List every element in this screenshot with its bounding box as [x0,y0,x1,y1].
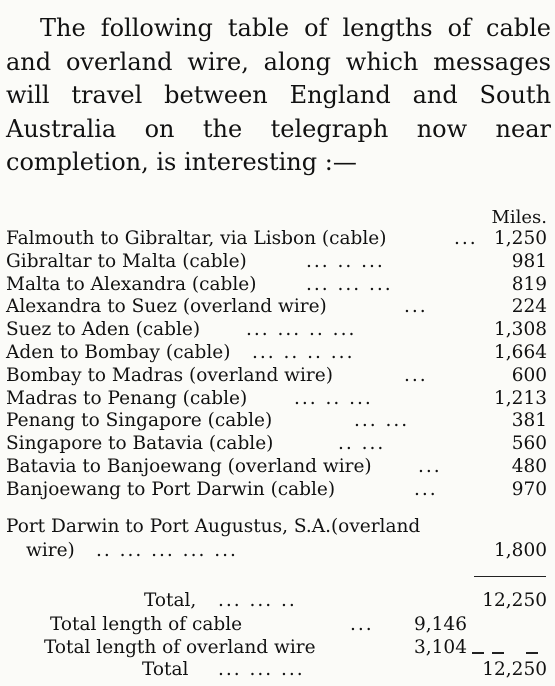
row-leader-dots: .. ... ... ... ... [96,540,238,561]
row-value: 981 [511,250,547,272]
intro-text: The following table of lengths of cable and overland wire, along which messages will travel between England and South Australia on the telegraph now near completion, is interesting :— [6,14,551,176]
row-label: Penang to Singapore (cable) [6,410,273,432]
table-row [6,479,551,501]
row-label: Singapore to Batavia (cable) [6,433,274,455]
row-leader-dots: ... ... [354,410,410,432]
row-leader-dots: ... [414,478,438,500]
row-leader-dots: ... [454,228,478,249]
table-row [6,296,551,318]
grand-total-dots: ... ... ... [218,659,305,680]
row-leader-dots: ... [404,296,428,318]
row-leader-dots: ... .. ... [294,387,373,409]
row-value: 600 [511,364,547,386]
table-row [6,388,551,410]
row-label: Port Darwin to Port Augustus, S.A.(overland [6,516,421,537]
row-label: Batavia to Banjoewang (overland wire) [6,456,372,477]
row-label: Banjoewang to Port Darwin (cable) [6,478,336,500]
row-leader-dots: ... ... .. ... [246,319,357,341]
row-value: 1,308 [494,319,547,341]
row-leader-dots: ... [418,456,442,477]
row-leader-dots: ... ... ... [306,273,393,295]
row-label: Alexandra to Suez (overland wire) [6,296,327,318]
total-cable-dots: ... [350,614,374,635]
total-cable-value: 9,146 [414,614,467,635]
table-row [6,251,551,273]
row-leader-dots: ... .. .. ... [252,342,355,363]
total-value: 12,250 [482,590,547,611]
grand-total-label: Total [142,659,189,680]
total-overland-value: 3,104 [414,637,467,658]
dash-mark [526,652,538,654]
row-value: 970 [511,478,547,500]
table-row [6,365,551,387]
table-row [6,433,551,455]
total-label: Total, [144,590,197,611]
total-overland-label: Total length of overland wire [44,637,316,658]
table-row [6,319,551,341]
grand-total-value: 12,250 [482,659,547,680]
row-leader-dots: .. ... [338,433,386,455]
row-value: 819 [511,273,547,295]
dash-mark [472,652,484,654]
table-row [6,342,551,364]
row-label: wire) [26,540,75,561]
row-label: Falmouth to Gibraltar, via Lisbon (cable) [6,228,387,249]
row-value: 1,250 [494,228,547,249]
miles-column-header: Miles. [491,207,547,228]
table-row [6,456,551,478]
row-label: Gibraltar to Malta (cable) [6,250,247,272]
row-label: Madras to Penang (cable) [6,387,248,409]
intro-paragraph [6,12,551,180]
row-leader-dots: ... .. ... [306,250,385,272]
row-leader-dots: ... [404,364,428,386]
row-value: 480 [511,456,547,477]
row-label: Aden to Bombay (cable) [6,342,231,363]
sum-rule [474,576,546,577]
total-dots: ... ... .. [218,590,297,611]
row-label: Suez to Aden (cable) [6,319,201,341]
row-value: 1,664 [494,342,547,363]
row-value: 1,800 [494,540,547,561]
table-row [6,516,551,538]
table-row [6,410,551,432]
table-row [6,540,551,562]
row-value: 560 [511,433,547,455]
row-value: 381 [511,410,547,432]
dash-mark [492,652,504,654]
table-row [6,274,551,296]
row-label: Malta to Alexandra (cable) [6,273,257,295]
row-label: Bombay to Madras (overland wire) [6,364,333,386]
row-value: 1,213 [494,387,547,409]
table-row [6,228,551,250]
total-cable-label: Total length of cable [50,614,243,635]
row-value: 224 [511,296,547,318]
